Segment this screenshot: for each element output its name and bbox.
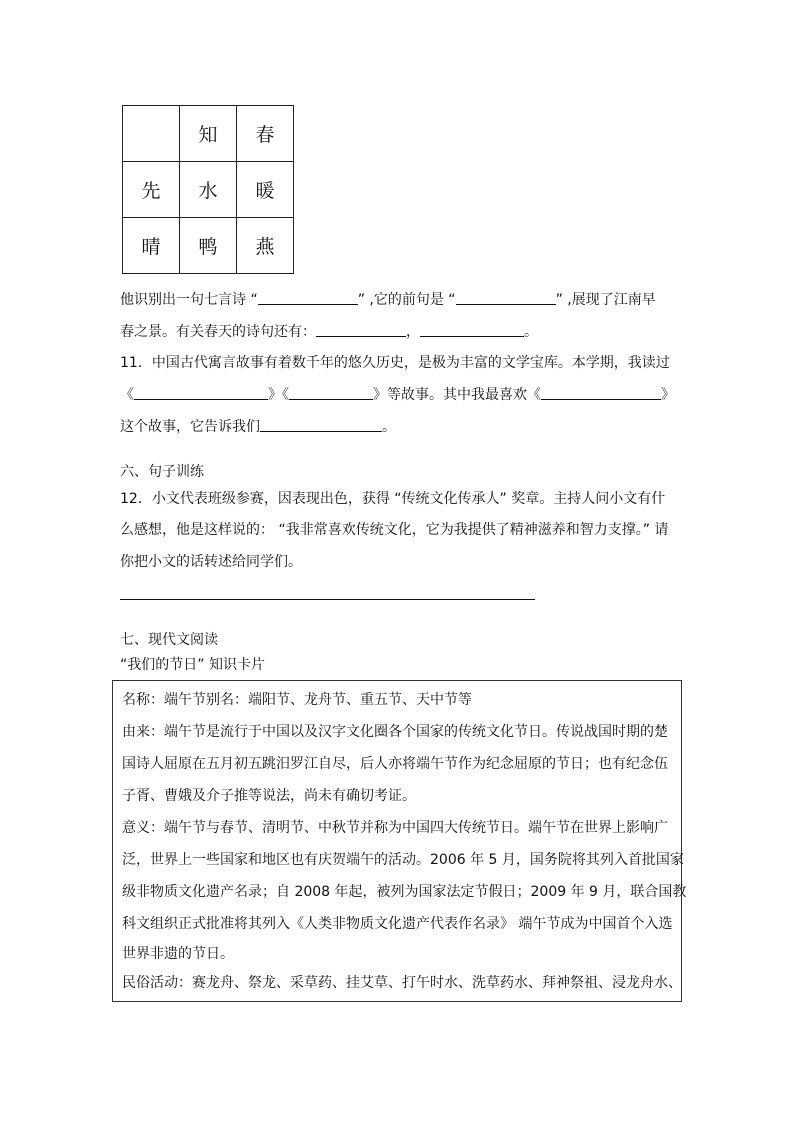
q12-line-1: 12．小文代表班级参赛，因表现出色，获得 “传统文化传承人” 奖章。主持人问小文有什 bbox=[120, 491, 666, 507]
answer-blank[interactable] bbox=[316, 322, 406, 337]
grid-cell: 鸭 bbox=[180, 218, 237, 274]
answer-blank[interactable] bbox=[420, 322, 524, 337]
q11-line-3 bbox=[120, 417, 396, 436]
q11-text: 》 bbox=[661, 387, 675, 403]
grid-cell: 暖 bbox=[237, 162, 294, 218]
q11-text: 这个故事，它告诉我们 bbox=[120, 419, 260, 435]
grid-cell: 知 bbox=[180, 106, 237, 162]
knowledge-card bbox=[112, 680, 687, 1002]
card-line: 国诗人屈原在五月初五跳汨罗江自尽，后人亦将端午节作为纪念屈原的节日；也有纪念伍 bbox=[122, 756, 668, 772]
q11-text: 《 bbox=[120, 387, 134, 403]
card-line: 世界非遗的节日。 bbox=[122, 946, 234, 962]
answer-blank[interactable] bbox=[456, 290, 556, 305]
grid-row bbox=[123, 162, 294, 218]
q11-text: 》等故事。其中我最喜欢《 bbox=[373, 387, 541, 403]
card-line: 由来：端午节是流行于中国以及汉字文化圈各个国家的传统文化节日。传说战国时期的楚 bbox=[122, 724, 668, 740]
card-line: 级非物质文化遗产名录；自 2008 年起，被列为国家法定节假日；2009 年 9 月，联合国教 bbox=[122, 884, 687, 900]
q11-line-2 bbox=[120, 385, 675, 404]
card-line: 名称：端午节别名：端阳节、龙舟节、重五节、天中节等 bbox=[122, 692, 472, 708]
answer-blank[interactable] bbox=[258, 290, 358, 305]
q10-text: 。 bbox=[524, 324, 538, 340]
q10-text: ， bbox=[406, 324, 420, 340]
grid-row bbox=[123, 218, 294, 274]
grid-cell: 晴 bbox=[123, 218, 180, 274]
q10-text: 他识别出一句七言诗 “ bbox=[120, 292, 258, 308]
grid-cell: 水 bbox=[180, 162, 237, 218]
answer-blank[interactable] bbox=[541, 385, 661, 400]
q10-line-1 bbox=[120, 290, 656, 309]
grid-cell: 燕 bbox=[237, 218, 294, 274]
q11-line-1: 11．中国古代寓言故事有着数千年的悠久历史，是极为丰富的文学宝库。本学期，我读过 bbox=[120, 355, 670, 371]
card-title: “我们的节日” 知识卡片 bbox=[120, 657, 265, 673]
q11-text: 。 bbox=[382, 419, 396, 435]
character-grid bbox=[122, 105, 294, 274]
card-line: 泛，世界上一些国家和地区也有庆贺端午的活动。2006 年 5 月，国务院将其列入首批国家 bbox=[122, 852, 684, 868]
q11-text: 》《 bbox=[268, 387, 289, 403]
grid-cell bbox=[123, 106, 180, 162]
q10-text: ” ,它的前句是 “ bbox=[357, 292, 456, 308]
section-heading: 六、句子训练 bbox=[120, 464, 204, 480]
grid-cell: 先 bbox=[123, 162, 180, 218]
answer-blank[interactable] bbox=[134, 385, 268, 400]
answer-blank[interactable] bbox=[260, 417, 382, 432]
section-heading: 七、现代文阅读 bbox=[120, 632, 218, 648]
card-line: 科文组织正式批准将其列入《人类非物质文化遗产代表作名录》 端午节成为中国首个入选 bbox=[122, 916, 673, 932]
q10-line-2 bbox=[120, 322, 538, 341]
answer-line[interactable] bbox=[120, 599, 535, 600]
card-line: 意义：端午节与春节、清明节、中秋节并称为中国四大传统节日。端午节在世界上影响广 bbox=[122, 820, 668, 836]
q10-text: ” ,展现了江南早 bbox=[555, 292, 656, 308]
q12-line-3: 你把小文的话转述给同学们。 bbox=[120, 554, 302, 570]
grid-row bbox=[123, 106, 294, 162]
card-line: 子胥、曹娥及介子推等说法，尚未有确切考证。 bbox=[122, 788, 416, 804]
answer-blank[interactable] bbox=[289, 385, 373, 400]
q12-line-2: 么感想，他是这样说的： “我非常喜欢传统文化，它为我提供了精神滋养和智力支撑。” 请 bbox=[120, 522, 669, 538]
grid-cell: 春 bbox=[237, 106, 294, 162]
q10-text: 春之景。有关春天的诗句还有： bbox=[120, 324, 316, 340]
card-line: 民俗活动：赛龙舟、祭龙、采草药、挂艾草、打午时水、洗草药水、拜神祭祖、浸龙舟水、 bbox=[122, 975, 682, 991]
